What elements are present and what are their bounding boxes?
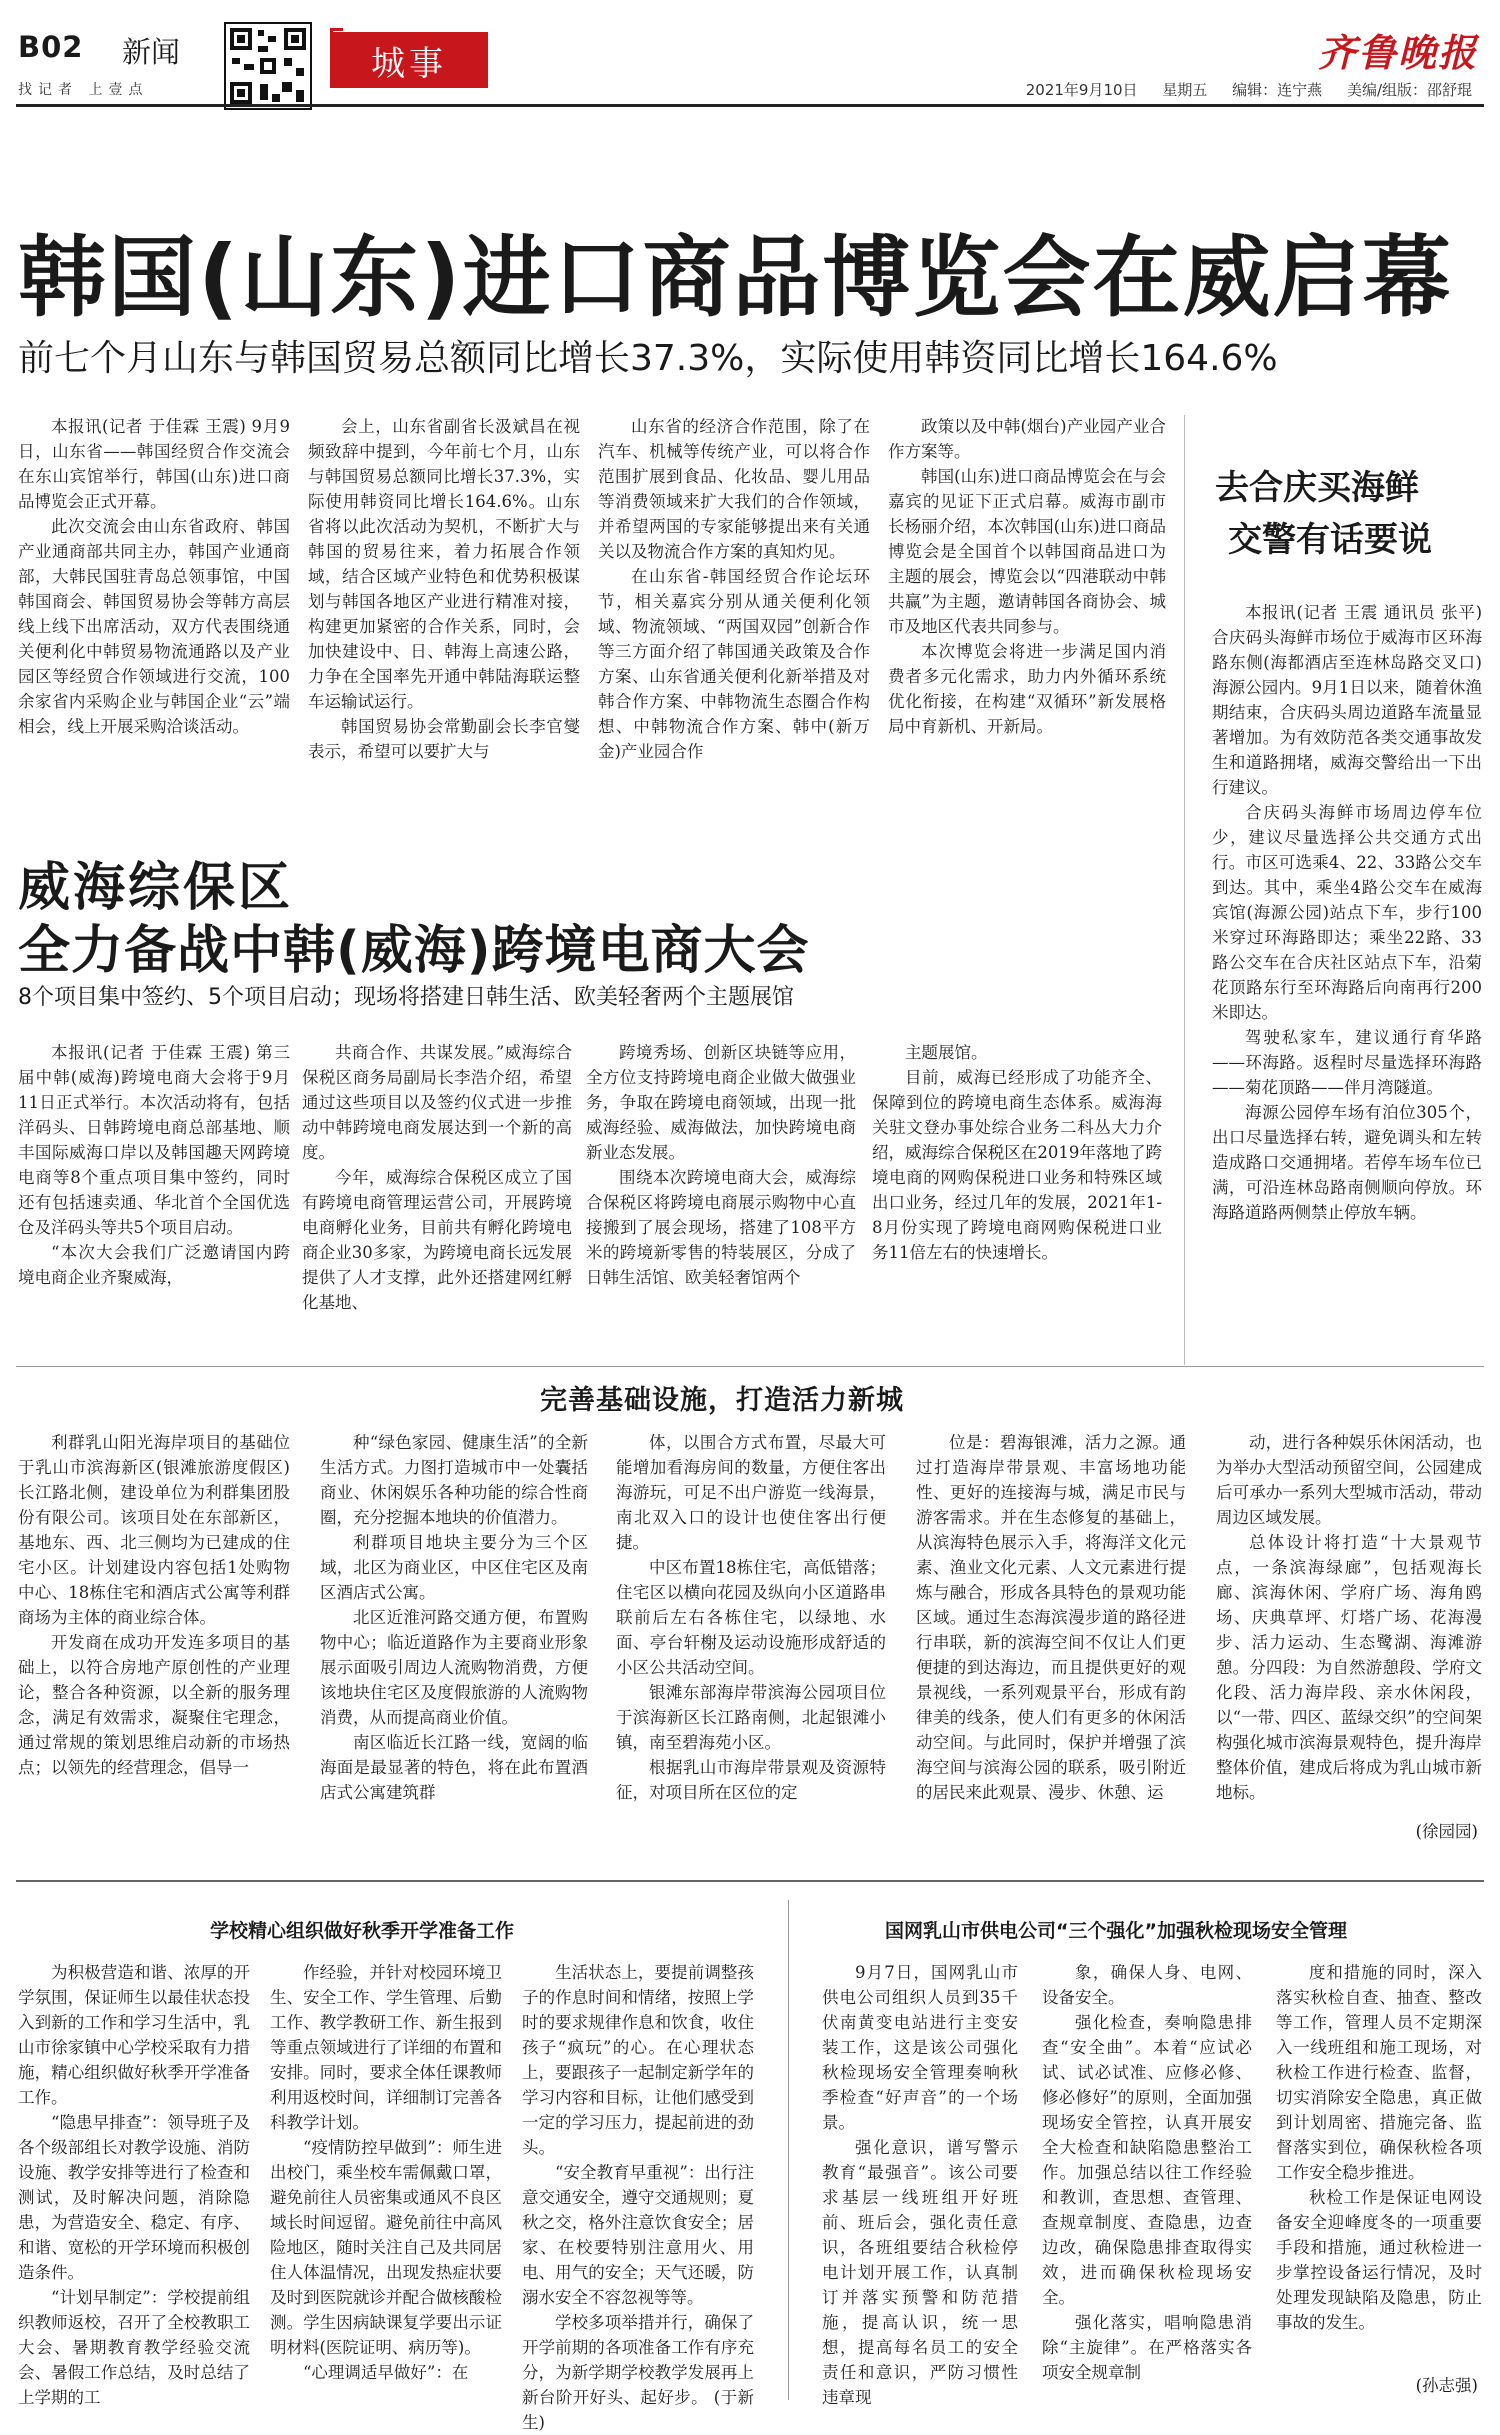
article5-column-2 [1042, 1960, 1252, 2400]
article1-column-1 [18, 414, 290, 806]
article3-column-4 [916, 1430, 1186, 1842]
column-tag: 城事 [330, 32, 488, 88]
article2-subhead: 8个项目集中签约、5个项目启动；现场将搭建日韩生活、欧美轻奢两个主题展馆 [18, 985, 794, 1010]
paragraph: 围绕本次跨境电商大会，威海综合保税区将跨境电商展示购物中心直接搬到了展会现场，搭建了108平方米的跨境新零售的特装展区，分成了日韩生活馆、欧美轻奢馆两个 [586, 1168, 856, 1287]
article3-signoff: (徐园园) [1415, 1822, 1478, 1841]
article3-headline: 完善基础设施，打造活力新城 [540, 1385, 904, 1416]
paragraph: 根据乳山市海岸带景观及资源特征，对项目所在区位的定 [616, 1758, 886, 1802]
paragraph: 9月7日，国网乳山市供电公司组织人员到35千伏南黄变电站进行主变安装工作，这是该公司强化秋检现场安全管理奏响秋季检查“好声音”的一个场景。 [822, 1963, 1018, 2132]
dateline [1006, 79, 1472, 100]
designer: 美编/组版：邵舒琨 [1346, 81, 1472, 99]
paragraph: 此次交流会由山东省政府、韩国产业通商部共同主办，韩国产业通商部，大韩民国驻青岛总领事馆，中国韩国商会、韩国贸易协会等韩方高层线上线下出席活动，双方代表围绕通关便利化中韩贸易物流通路以及产业园区等经贸合作领域进行交流，100余家省内采购企业与韩国企业“云”端相会，线上开展采购洽谈活动。 [18, 517, 290, 736]
paragraph: 韩国(山东)进口商品博览会在与会嘉宾的见证下正式启幕。威海市副市长杨丽介绍，本次韩国(山东)进口商品博览会是全国首个以韩国商品进口为主题的展会，博览会以“四港联动中韩共赢”为主题，邀请韩国各商协会、城市及地区代表共同参与。 [888, 467, 1166, 636]
editor: 编辑：连宁燕 [1232, 81, 1323, 99]
sidebar-headline-line1: 去合庆买海鲜 [1215, 468, 1419, 508]
paragraph: 在山东省-韩国经贸合作论坛环节，相关嘉宾分别从通关便利化领域、物流领域、“两国双园”创新合作等三方面介绍了韩国通关政策及合作方案、山东省通关便利化新举措及对韩合作方案、中韩物流生态圈合作构想、中韩物流合作方案、韩中(新万金)产业园合作 [598, 567, 870, 761]
sidebar-headline-line2: 交警有话要说 [1228, 520, 1432, 560]
weekday: 星期五 [1162, 81, 1208, 99]
article4-column-2 [270, 1960, 502, 2400]
article4-column-1 [18, 1960, 250, 2407]
paragraph: 目前，威海已经形成了功能齐全、保障到位的跨境电商生态体系。威海海关驻文登办事处综合业务二科丛大力介绍，威海综合保税区在2019年落地了跨境电商的网购保税进口业务和特殊区域出口业务，经过几年的发展，2021年1-8月份实现了跨境电商网购保税进口业务11倍左右的快速增长。 [872, 1068, 1162, 1262]
paragraph: “安全教育早重视”：出行注意交通安全，遵守交通规则；夏秋之交，格外注意饮食安全；居家、在校要特别注意用火、用电、用气的安全；天气还暖，防溺水安全不容忽视等等。 [522, 2163, 754, 2307]
paragraph: 强化意识，谱写警示教育“最强音”。该公司要求基层一线班组开好班前、班后会，强化责任意识，各班组要结合秋检停电计划开展工作，认真制订并落实预警和防范措施，提高认识，统一思想，提高每名员工的安全责任和意识，严防习惯性违章现 [822, 2138, 1018, 2407]
article2-headline-line1: 威海综保区 [18, 858, 294, 918]
section-divider [16, 1366, 1484, 1367]
article5-column-1 [822, 1960, 1018, 2407]
column-divider [1184, 415, 1185, 1365]
paragraph: “计划早制定”：学校提前组织教师返校，召开了全校教职工大会、暑期教育教学经验交流会、暑假工作总结，及时总结了上学期的工 [18, 2288, 250, 2407]
paragraph: 开发商在成功开发连多项目的基础上，以符合房地产原创性的产业理论，整合各种资源，以全新的服务理念，满足有效需求，凝聚住宅理念，通过常规的策划思维启动新的市场热点；以领先的经营理念，倡导一 [18, 1633, 290, 1777]
article4-headline: 学校精心组织做好秋季开学准备工作 [210, 1920, 515, 1942]
article5-headline: 国网乳山市供电公司“三个强化”加强秋检现场安全管理 [885, 1920, 1347, 1942]
find-reporter-slogan: 找记者 上壹点 [18, 82, 149, 98]
masthead-rule [16, 104, 1484, 107]
article3-column-2 [320, 1430, 588, 1842]
article2-column-4 [872, 1040, 1162, 1340]
paragraph: 本报讯(记者 王震 通讯员 张平) 合庆码头海鲜市场位于威海市区环海路东侧(海都酒店至连林岛路交叉口)海源公园内。9月1日以来，随着休渔期结束，合庆码头周边道路车流量显著增加。为有效防范各类交通事故发生和道路拥堵，威海交警给出一下出行建议。 [1212, 603, 1482, 797]
paragraph: 动，进行各种娱乐休闲活动，也为举办大型活动预留空间，公园建成后可承办一系列大型城市活动，带动周边区域发展。 [1216, 1433, 1482, 1527]
paragraph: 象，确保人身、电网、设备安全。 [1042, 1963, 1252, 2007]
paragraph: 利群乳山阳光海岸项目的基础位于乳山市滨海新区(银滩旅游度假区)长江路北侧，建设单位为利群集团股份有限公司。该项目处在东部新区，基地东、西、北三侧均为已建成的住宅小区。计划建设内容包括1处购物中心、18栋住宅和酒店式公寓等利群商场为主体的商业综合体。 [18, 1433, 290, 1627]
section-divider [16, 1880, 1484, 1882]
paragraph: 今年，威海综合保税区成立了国有跨境电商管理运营公司，开展跨境电商孵化业务，目前共有孵化跨境电商企业30多家，为跨境电商长远发展提供了人才支撑，此外还搭建网红孵化基地、 [302, 1168, 572, 1312]
paragraph: 作经验，并针对校园环境卫生、安全工作、学生管理、后勤工作、教学教研工作、新生报到等重点领域进行了详细的布置和安排。同时，要求全体任课教师利用返校时间，详细制订完善各科教学计划。 [270, 1963, 502, 2132]
paragraph: 会上，山东省副省长汲斌昌在视频致辞中提到，今年前七个月，山东与韩国贸易总额同比增长37.3%，实际使用韩资同比增长164.6%。山东省将以此次活动为契机，不断扩大与韩国的贸易往来，着力拓展合作领域，结合区域产业特色和优势积极谋划与韩国各地区产业进行精准对接，构建更加紧密的合作关系，同时，会加快建设中、日、韩海上高速公路，力争在全国率先开通中韩陆海联运整车运输试运行。 [308, 417, 580, 711]
paragraph: 本次博览会将进一步满足国内消费者多元化需求，助力内外循环系统优化衔接，在构建“双循环”新发展格局中育新机、开新局。 [888, 642, 1166, 736]
paragraph: 学校多项举措并行，确保了开学前期的各项准备工作有序充分，为新学期学校教学发展再上新台阶开好头、起好步。 (于新生) [522, 2313, 754, 2432]
paragraph: 总体设计将打造“十大景观节点，一条滨海绿廊”，包括观海长廊、滨海休闲、学府广场、海角鸥场、庆典草坪、灯塔广场、花海漫步、活力运动、生态鹭湖、海滩游憩。分四段：为自然游憩段、学府文化段、活力海岸段、亲水休闲段，以“一带、四区、蓝绿交织”的空间架构强化城市滨海景观特色，提升海岸整体价值，建成后将成为乳山城市新地标。 [1216, 1533, 1482, 1802]
article1-column-4 [888, 414, 1166, 806]
paragraph: 度和措施的同时，深入落实秋检自查、抽查、整改等工作，管理人员不定期深入一线班组和施工现场，对秋检工作进行检查、监督，切实消除安全隐患，真正做到计划周密、措施完备、监督落实到位，确保秋检各项工作安全稳步推进。 [1276, 1963, 1482, 2182]
paragraph: 共商合作、共谋发展。”威海综合保税区商务局副局长李浩介绍，希望通过这些项目以及签约仪式进一步推动中韩跨境电商发展达到一个新的高度。 [302, 1043, 572, 1162]
qr-code-icon[interactable] [224, 22, 312, 110]
date: 2021年9月10日 [1025, 81, 1138, 99]
sidebar-body [1212, 600, 1482, 1360]
paragraph: 合庆码头海鲜市场周边停车位少，建议尽量选择公共交通方式出行。市区可选乘4、22、33路公交车到达。其中，乘坐4路公交车在威海宾馆(海源公园)站点下车，步行100米穿过环海路即达；乘坐22路、33路公交车在合庆社区站点下车，沿菊花顶路东行至环海路后向南再行200米即达。 [1212, 803, 1482, 1022]
paragraph: 主题展馆。 [905, 1043, 988, 1062]
newspaper-logo: 齐鲁晚报 [1317, 31, 1478, 75]
paragraph: 韩国贸易协会常勤副会长李官燮表示，希望可以要扩大与 [308, 717, 580, 761]
main-subhead: 前七个月山东与韩国贸易总额同比增长37.3%，实际使用韩资同比增长164.6% [18, 338, 1278, 379]
paragraph: 种“绿色家园、健康生活”的全新生活方式。力图打造城市中一处囊括商业、休闲娱乐各种功能的综合性商圈，充分挖掘本地块的价值潜力。 [320, 1433, 588, 1527]
paragraph: 为积极营造和谐、浓厚的开学氛围，保证师生以最佳状态投入到新的工作和学习生活中，乳山市徐家镇中心学校采取有力措施，精心组织做好秋季开学准备工作。 [18, 1963, 250, 2107]
paragraph: 北区近淮河路交通方便，布置购物中心；临近道路作为主要商业形象展示面吸引周边人流购物消费，方便该地块住宅区及度假旅游的人流购物消费，从而提高商业价值。 [320, 1608, 588, 1727]
paragraph: 本报讯(记者 于佳霖 王震) 9月9日，山东省——韩国经贸合作交流会在东山宾馆举行，韩国(山东)进口商品博览会正式开幕。 [18, 417, 290, 511]
article1-column-2 [308, 414, 580, 806]
main-headline: 韩国(山东)进口商品博览会在威启幕 [18, 226, 1453, 329]
article5-column-3 [1276, 1960, 1482, 2360]
paragraph: 中区布置18栋住宅，高低错落；住宅区以横向花园及纵向小区道路串联前后左右各栋住宅，以绿地、水面、亭台轩榭及运动设施形成舒适的小区公共活动空间。 [616, 1558, 886, 1677]
paragraph: 南区临近长江路一线，宽阔的临海面是最显著的特色，将在此布置酒店式公寓建筑群 [320, 1733, 588, 1802]
page-number: B02 [18, 30, 84, 64]
paragraph: 强化落实，唱响隐患消除“主旋律”。在严格落实各项安全规章制 [1042, 2313, 1252, 2382]
paragraph: 位是：碧海银滩，活力之源。通过打造海岸带景观、丰富场地功能性、更好的连接海与城，满足市民与游客需求。并在生态修复的基础上，从滨海特色展示入手，将海洋文化元素、渔业文化元素、人文元素进行提炼与融合，形成各具特色的景观功能区域。通过生态海滨漫步道的路径进行串联，新的滨海空间不仅让人们更便捷的到达海边，而且提供更好的观景视线，一系列观景平台，形成有韵律美的线条，使人们有更多的休闲活动空间。与此同时，保护并增强了滨海空间与滨海公园的联系，吸引附近的居民来此观景、漫步、休憩、运 [916, 1433, 1186, 1802]
article5-signoff: (孙志强) [1415, 2376, 1478, 2395]
article1-column-3 [598, 414, 870, 806]
paragraph: 政策以及中韩(烟台)产业园产业合作方案等。 [888, 417, 1166, 461]
paragraph: 跨境秀场、创新区块链等应用，全方位支持跨境电商企业做大做强业务，争取在跨境电商领域，出现一批威海经验、威海做法，加快跨境电商新业态发展。 [586, 1043, 856, 1162]
article2-column-3 [586, 1040, 856, 1340]
paragraph: “隐患早排查”：领导班子及各个级部组长对教学设施、消防设施、教学安排等进行了检查和测试，及时解决问题，消除隐患，为营造安全、稳定、有序、和谐、宽松的开学环境而积极创造条件。 [18, 2113, 250, 2282]
paragraph: 秋检工作是保证电网设备安全迎峰度冬的一项重要手段和措施，通过秋检进一步掌控设备运行情况，及时处理发现缺陷及隐患，防止事故的发生。 [1276, 2188, 1482, 2332]
section-label: 新闻 [122, 35, 181, 69]
article2-column-2 [302, 1040, 572, 1340]
paragraph: “本次大会我们广泛邀请国内跨境电商企业齐聚威海， [18, 1243, 290, 1287]
article4-column-3 [522, 1960, 754, 2432]
paragraph: 海源公园停车场有泊位305个，出口尽量选择右转，避免调头和左转造成路口交通拥堵。若停车场车位已满，可沿连林岛路南侧顺向停放。环海路道路两侧禁止停放车辆。 [1212, 1103, 1482, 1222]
paragraph: 银滩东部海岸带滨海公园项目位于滨海新区长江路南侧，北起银滩小镇，南至碧海苑小区。 [616, 1683, 886, 1752]
article2-column-1 [18, 1040, 290, 1340]
paragraph: “心理调适早做好”：在 [303, 2363, 469, 2382]
article3-column-5 [1216, 1430, 1482, 1818]
article3-column-3 [616, 1430, 886, 1842]
paragraph: 强化检查，奏响隐患排查“安全曲”。本着“应试必试、试必试准、应修必修、修必修好”的原则，全面加强现场安全管控，认真开展安全大检查和缺陷隐患整治工作。加强总结以往工作经验和教训，查思想、查管理、查规章制度、查隐患，边查边改，确保隐患排查取得实效，进而确保秋检现场安全。 [1042, 2013, 1252, 2307]
paragraph: 本报讯(记者 于佳霖 王震) 第三届中韩(威海)跨境电商大会将于9月11日正式举行。本次活动将有，包括洋码头、日韩跨境电商总部基地、顺丰国际威海口岸以及韩国趣天网跨境电商等8个重点项目集中签约，同时还有包括速卖通、华北首个全国优选仓及洋码头等共5个项目启动。 [18, 1043, 290, 1237]
paragraph: 山东省的经济合作范围，除了在汽车、机械等传统产业，可以将合作范围扩展到食品、化妆品、婴儿用品等消费领域来扩大我们的合作领域，并希望两国的专家能够提出来有关通关以及物流合作方案的真知灼见。 [598, 417, 870, 561]
paragraph: 体，以围合方式布置，尽最大可能增加看海房间的数量，方便住客出海游玩，可足不出户游览一线海景，南北双入口的设计也使住客出行便捷。 [616, 1433, 886, 1552]
paragraph: 利群项目地块主要分为三个区域，北区为商业区，中区住宅区及南区酒店式公寓。 [320, 1533, 588, 1602]
paragraph: “疫情防控早做到”：师生进出校门，乘坐校车需佩戴口罩，避免前往人员密集或通风不良区域长时间逗留。避免前往中高风险地区，随时关注自己及共同居住人体温情况，出现发热症状要及时到医院就诊并配合做核酸检测。学生因病缺课复学要出示证明材料(医院证明、病历等)。 [270, 2138, 502, 2357]
paragraph: 驾驶私家车，建议通行育华路——环海路。返程时尽量选择环海路——菊花顶路——伴月湾隧道。 [1212, 1028, 1482, 1097]
column-divider [788, 1900, 789, 2400]
article2-headline-line2: 全力备战中韩(威海)跨境电商大会 [18, 921, 810, 981]
paragraph: 生活状态上，要提前调整孩子的作息时间和情绪，按照上学时的要求规律作息和饮食，收住孩子“疯玩”的心。在心理状态上，要跟孩子一起制定新学年的学习内容和目标，让他们感受到一定的学习压力，提起前进的劲头。 [522, 1963, 754, 2157]
article3-column-1 [18, 1430, 290, 1842]
